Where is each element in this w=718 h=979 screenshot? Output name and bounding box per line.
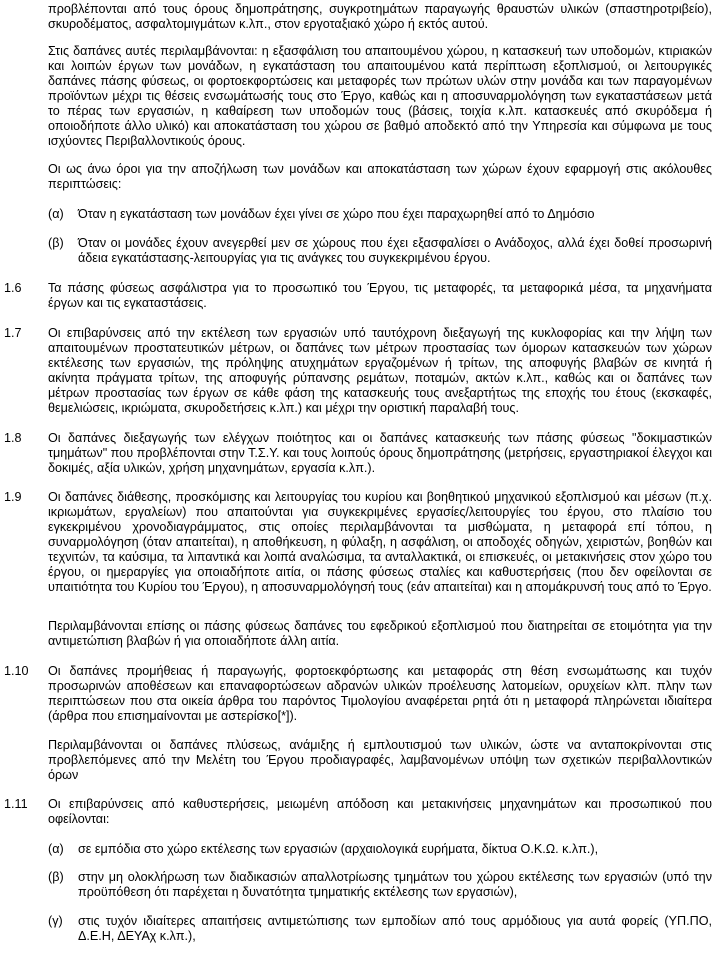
list-label: (α) (48, 207, 64, 221)
section-number-1-7: 1.7 (4, 326, 22, 340)
intro-paragraph-tail: προβλέπονται από τους όρους δημοπράτησης, συγκροτημάτων παραγωγής θραυστών υλικών (σπαστηροτριβείο), σκυροδέματος, ασφαλτομιγμάτων κ.λπ., στον εργοταξιακό χώρο ή εκτός αυτού. (48, 2, 712, 31)
list-text: στην μη ολοκλήρωση των διαδικασιών απαλλοτρίωσης τμημάτων του χώρου εκτέλεσης των εργασιών (υπό την προϋπόθεση ότι παρέχεται η δυνατότητα τμηματικής εκτέλεσης των εργασιών), (78, 870, 712, 899)
section-1-9-paragraph-2: Περιλαμβάνονται επίσης οι πάσης φύσεως δαπάνες του εφεδρικού εξοπλισμού που διατηρείται σε ετοιμότητα για την αντιμετώπιση βλαβών ή για οποιαδήποτε άλλη αιτία. (48, 619, 712, 648)
section-1-9-text: Οι δαπάνες διάθεσης, προσκόμισης και λειτουργίας του κυρίου και βοηθητικού μηχανικού εξοπλισμού και μέσων (π.χ. ικριωμάτων, εργαλείων) που απαιτούνται για συγκεκριμένες εργασίες/λειτουργίες του έργου, στο πλαίσιο του εγκεκριμένου χρονοδιαγράμματος, στις οποίες περιλαμβάνονται τα μισθώματα, η μεταφορά επί τόπου, η συναρμολόγηση (όταν απαιτείται), η αποθήκευση, η φύλαξη, η ασφάλιση, οι αποδοχές οδηγών, χειριστών, βοηθών και τεχνιτών, τα καύσιμα, τα λιπαντικά και λοιπά αναλώσιμα, τα ανταλλακτικά, οι επισκευές, οι μετακινήσεις στον χώρο του έργου, οι ημεραργίες για οποιαδήποτε αιτία, οι πάσης φύσεως σταλίες και καθυστερήσεις (που δεν οφείλονται σε υπαιτιότητα του Κυρίου του Έργου), η αποσυναρμολόγησή τους (εάν απαιτείται) και η απομάκρυνσή τους από το Έργο. (48, 490, 712, 594)
list-text: σε εμπόδια στο χώρο εκτέλεσης των εργασιών (αρχαιολογικά ευρήματα, δίκτυα Ο.Κ.Ω. κ.λπ.), (78, 842, 599, 856)
section-number-1-8: 1.8 (4, 431, 22, 445)
list-text: Όταν οι μονάδες έχουν ανεγερθεί μεν σε χώρους που έχει εξασφαλίσει ο Ανάδοχος, αλλά έχει δοθεί προσωρινή άδεια εγκατάστασης-λειτουργίας για τις ανάγκες του συγκεκριμένου έργου. (78, 236, 712, 265)
intro-paragraph-2: Στις δαπάνες αυτές περιλαμβάνονται: η εξασφάλιση του απαιτουμένου χώρου, η κατασκευή των υποδομών, κτιριακών και λοιπών έργων των μονάδων, η εγκατάσταση του απαιτουμένου κατά περίπτωση εξοπλισμού, οι λειτουργικές δαπάνες πάσης φύσεως, οι φορτοεκφορτώσεις και μεταφορές των πρώτων υλών στην μονάδα και των παραγομένων προϊόντων μέχρι τις θέσεις ενσωμάτωσής τους στο Έργο, καθώς και η αποσυναρμολόγηση των εγκαταστάσεων μετά το πέρας των εργασιών, η καθαίρεση των υποδομών τους (βάσεις, τοιχία κ.λπ. κατασκευές από σκυρόδεμα ή οποιοδήποτε άλλο υλικό) και αποκατάσταση του χώρου σε βαθμό αποδεκτό από την Υπηρεσία και σύμφωνα με τους ισχύοντες Περιβαλλοντικούς όρους. (48, 44, 712, 148)
section-1-10-text: Οι δαπάνες προμήθειας ή παραγωγής, φορτοεκφόρτωσης και μεταφοράς στη θέση ενσωμάτωσης και τυχόν προσωρινών αποθέσεων και επαναφορτώσεων αδρανών υλικών προέλευσης λατομείων, ορυχείων κλπ. πλην των περιπτώσεων που στα οικεία άρθρα του παρόντος Τιμολογίου αναφέρεται ρητά ότι η μεταφορά πληρώνεται ιδιαίτερα (άρθρα που επισημαίνονται με αστερίσκο[*]). (48, 664, 712, 723)
section-number-1-6: 1.6 (4, 281, 22, 295)
section-number-1-11: 1.11 (4, 797, 28, 811)
list-label: (α) (48, 842, 64, 856)
section-number-1-9: 1.9 (4, 490, 22, 504)
section-1-10-paragraph-2: Περιλαμβάνονται οι δαπάνες πλύσεως, ανάμιξης ή εμπλουτισμού των υλικών, ώστε να ανταποκρίνονται στις προβλεπόμενες από την Μελέτη του Έργου προδιαγραφές, λαμβανομένων υπόψη των σχετικών περιβαλλοντικών όρων (48, 738, 712, 782)
section-1-11-text: Οι επιβαρύνσεις από καθυστερήσεις, μειωμένη απόδοση και μετακινήσεις μηχανημάτων και προσωπικού που οφείλονται: (48, 797, 712, 826)
section-1-6-text: Τα πάσης φύσεως ασφάλιστρα για το προσωπικό του Έργου, τις μεταφορές, τα μεταφορικά μέσα, τα μηχανήματα έργων και τις εγκαταστάσεις. (48, 281, 712, 310)
list-label: (β) (48, 870, 64, 884)
list-text: Όταν η εγκατάσταση των μονάδων έχει γίνει σε χώρο που έχει παραχωρηθεί από το Δημόσιο (78, 207, 595, 221)
section-number-1-10: 1.10 (4, 664, 29, 678)
section-1-7-text: Οι επιβαρύνσεις από την εκτέλεση των εργασιών υπό ταυτόχρονη διεξαγωγή της κυκλοφορίας και την λήψη των απαιτουμένων προστατευτικών μέτρων, οι δαπάνες των μέτρων προστασίας των όμορων κατασκευών των χώρων εκτέλεσης των εργασιών, της πρόληψης ατυχημάτων εργαζομένων ή τρίτων, της αποφυγής βλαβών σε κινητά ή ακίνητα πράγματα τρίτων, της αποφυγής ρύπανσης ρεμάτων, ποταμών, ακτών κ.λπ., καθώς και οι δαπάνες των μέτρων προστασίας των έργων σε κάθε φάση της κατασκευής τους ανεξαρτήτως της εποχής του έτους (εκσκαφές, θεμελιώσεις, ικριώματα, σκυροδετήσεις κ.λπ.) και μέχρι την οριστική παραλαβή τους. (48, 326, 712, 415)
intro-paragraph-3: Οι ως άνω όροι για την αποζήλωση των μονάδων και αποκατάσταση των χώρων έχουν εφαρμογή στις ακόλουθες περιπτώσεις: (48, 162, 712, 191)
list-text: στις τυχόν ιδιαίτερες απαιτήσεις αντιμετώπισης των εμποδίων από τους αρμόδιους για αυτά φορείς (ΥΠ.ΠΟ, Δ.Ε.Η, ΔΕΥΑχ κ.λπ.), (78, 914, 712, 943)
list-label: (β) (48, 236, 64, 250)
section-1-8-text: Οι δαπάνες διεξαγωγής των ελέγχων ποιότητος και οι δαπάνες κατασκευής των πάσης φύσεως "δοκιμαστικών τμημάτων" που προβλέπονται στην Τ.Σ.Υ. και τους λοιπούς όρους δημοπράτησης (μετρήσεις, εργαστηριακοί έλεγχοι και δοκιμές, αξία υλικών, χρήση μηχανημάτων, εργασία κ.λπ.). (48, 431, 712, 475)
list-label: (γ) (48, 914, 63, 928)
